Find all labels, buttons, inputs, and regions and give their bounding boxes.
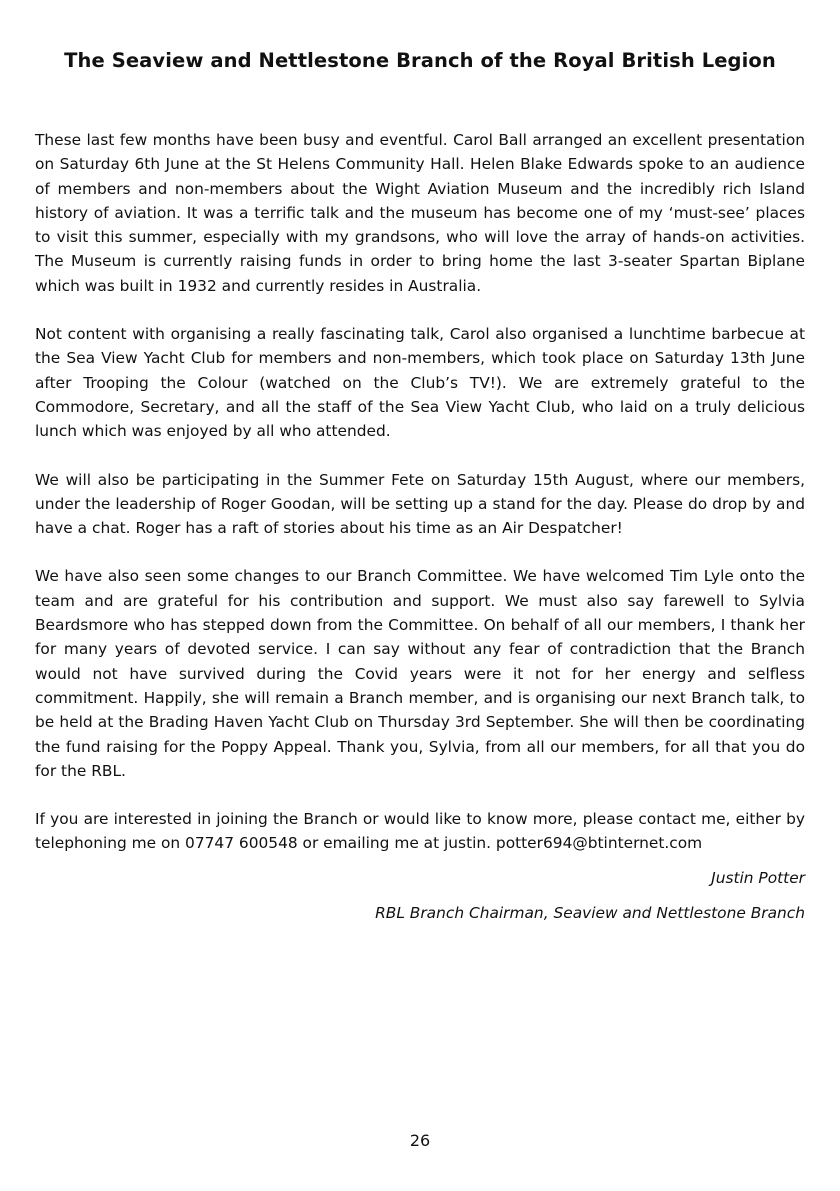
article-body [35, 128, 805, 925]
paragraph-contact: If you are interested in joining the Branch or would like to know more, please contact me, either by telephoning me on 07747 600548 or emailing me at justin. potter694@btinternet.com [35, 810, 805, 853]
signature-name: Justin Potter [711, 868, 805, 887]
paragraph-barbecue: Not content with organising a really fascinating talk, Carol also organised a lunchtime barbecue at the Sea View Yacht Club for members and non-members, which took place on Saturday 13th June after Trooping the Colour (watched on the Club’s TV!). We are extremely grateful to the Commodore, Secretary, and all the staff of the Sea View Yacht Club, who laid on a truly delicious lunch which was enjoyed by all who attended. [35, 325, 805, 441]
paragraph-aviation-talk: These last few months have been busy and eventful. Carol Ball arranged an excellent presentation on Saturday 6th June at the St Helens Community Hall. Helen Blake Edwards spoke to an audience of members and non-members about the Wight Aviation Museum and the incredibly rich Island history of aviation. It was a terrific talk and the museum has become one of my ‘must-see’ places to visit this summer, especially with my grandsons, who will love the array of hands-on activities. The Museum is currently raising funds in order to bring home the last 3-seater Spartan Biplane which was built in 1932 and currently resides in Australia. [35, 131, 805, 295]
page-number: 26 [409, 1131, 431, 1150]
signature-role: RBL Branch Chairman, Seaview and Nettlestone Branch [375, 903, 805, 922]
paragraph-summer-fete: We will also be participating in the Summer Fete on Saturday 15th August, where our members, under the leadership of Roger Goodan, will be setting up a stand for the day. Please do drop by and have a chat. Roger has a raft of stories about his time as an Air Despatcher! [35, 470, 805, 538]
paragraph-committee-changes: We have also seen some changes to our Branch Committee. We have welcomed Tim Lyle onto the team and are grateful for his contribution and support. We must also say farewell to Sylvia Beardsmore who has stepped down from the Committee. On behalf of all our members, I thank her for many years of devoted service. I can say without any fear of contradiction that the Branch would not have survived during the Covid years were it not for her energy and selfless commitment. Happily, she will remain a Branch member, and is organising our next Branch talk, to be held at the Brading Haven Yacht Club on Thursday 3rd September. She will then be coordinating the fund raising for the Poppy Appeal. Thank you, Sylvia, from all our members, for all that you do for the RBL. [35, 567, 805, 780]
article-title: The Seaview and Nettlestone Branch of the Royal British Legion [64, 49, 776, 72]
